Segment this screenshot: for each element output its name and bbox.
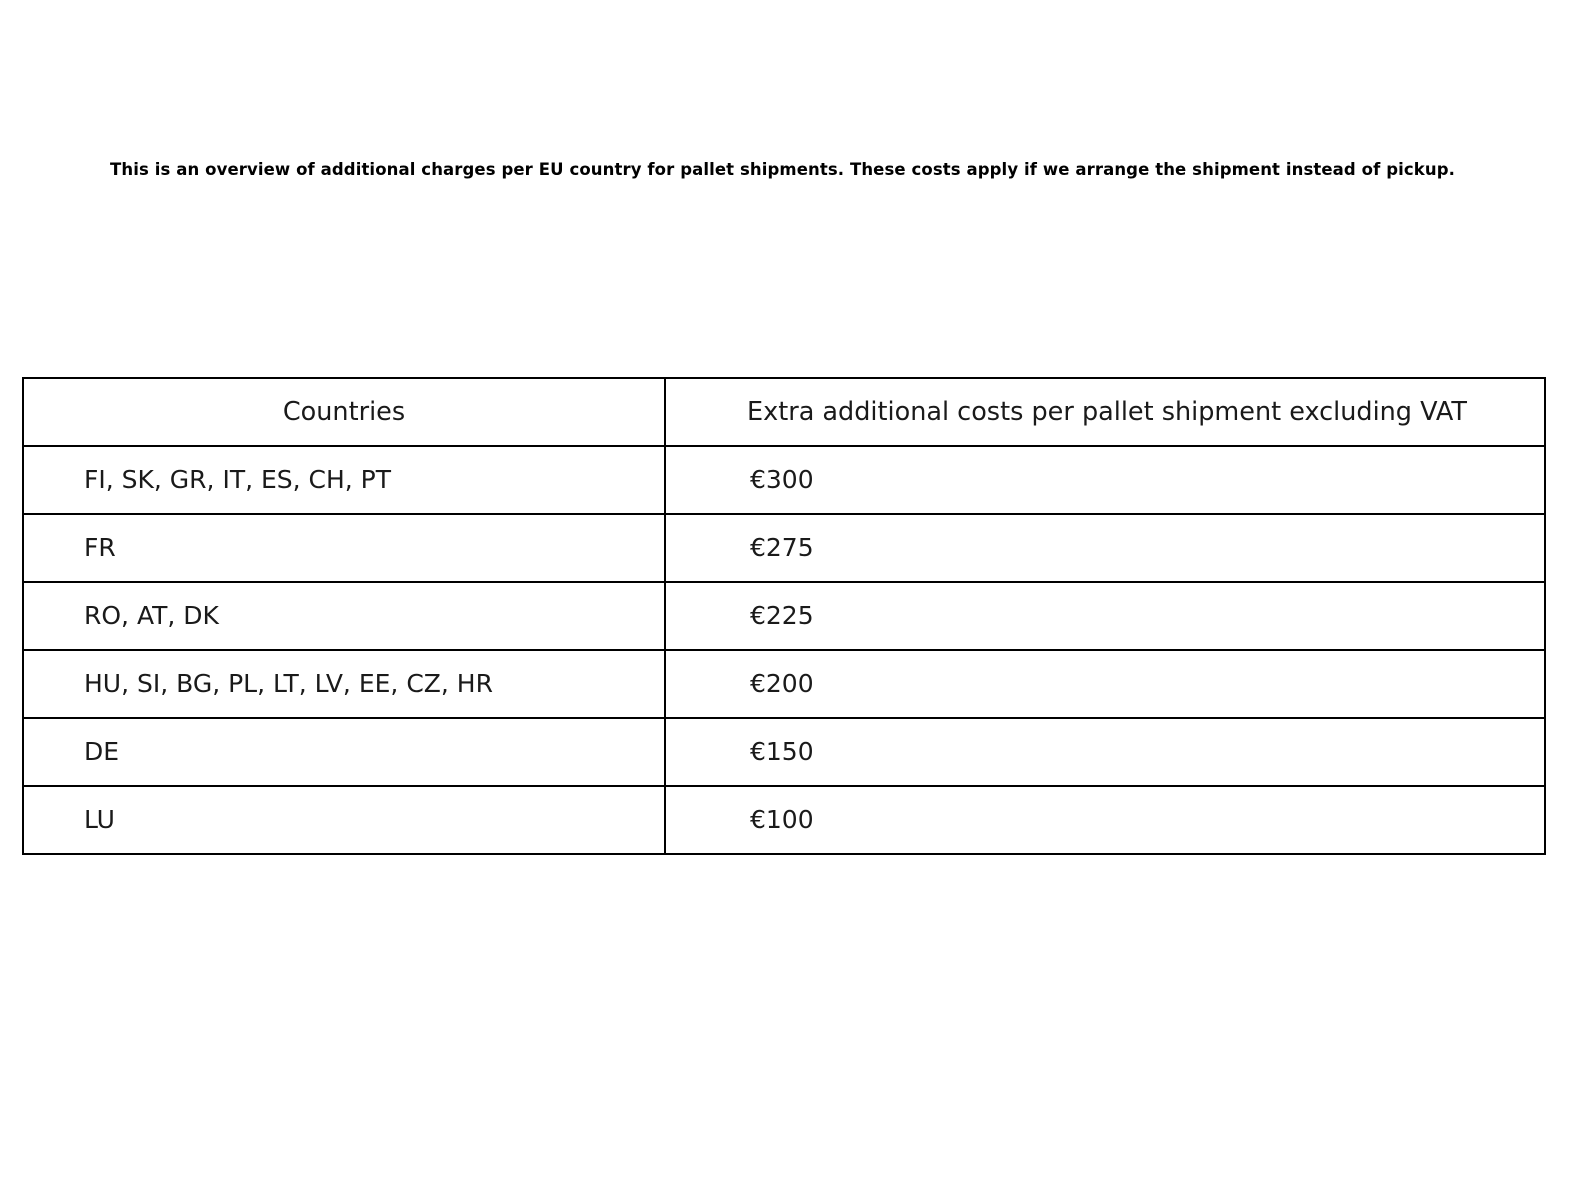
table-header	[23, 378, 1545, 446]
charges-table-container	[22, 377, 1544, 855]
cell-cost: €225	[665, 582, 1545, 650]
intro-paragraph: This is an overview of additional charges per EU country for pallet shipments. These costs apply if we arrange the shipment instead of pickup.	[110, 160, 1455, 179]
cell-countries: HU, SI, BG, PL, LT, LV, EE, CZ, HR	[23, 650, 665, 718]
table-row	[23, 718, 1545, 786]
column-header-countries: Countries	[23, 378, 665, 446]
table-row	[23, 786, 1545, 854]
cell-cost: €200	[665, 650, 1545, 718]
cell-cost: €275	[665, 514, 1545, 582]
cell-countries: FR	[23, 514, 665, 582]
table-header-row	[23, 378, 1545, 446]
table-body	[23, 446, 1545, 854]
cell-cost: €100	[665, 786, 1545, 854]
cell-countries: RO, AT, DK	[23, 582, 665, 650]
cell-cost: €300	[665, 446, 1545, 514]
table-row	[23, 446, 1545, 514]
table-row	[23, 514, 1545, 582]
table-row	[23, 582, 1545, 650]
column-header-costs: Extra additional costs per pallet shipment excluding VAT	[665, 378, 1545, 446]
cell-countries: FI, SK, GR, IT, ES, CH, PT	[23, 446, 665, 514]
cell-countries: DE	[23, 718, 665, 786]
charges-table	[22, 377, 1546, 855]
table-row	[23, 650, 1545, 718]
cell-cost: €150	[665, 718, 1545, 786]
cell-countries: LU	[23, 786, 665, 854]
